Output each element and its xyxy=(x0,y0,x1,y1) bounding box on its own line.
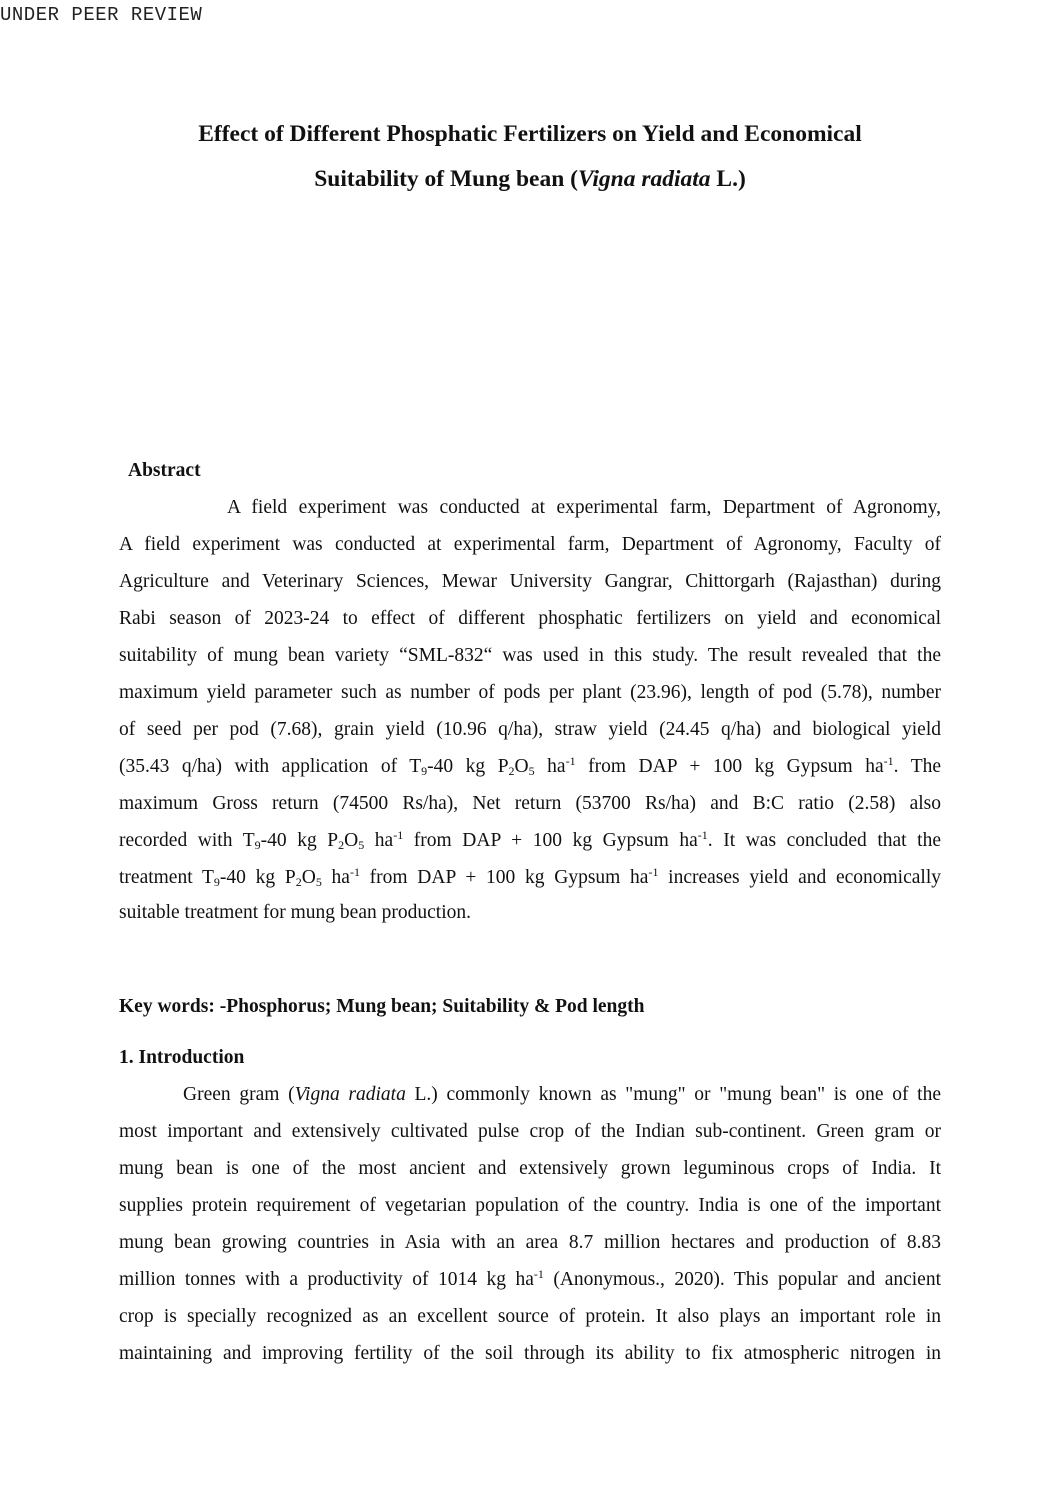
abstract-line: maximum yield parameter such as number of pods per plant (23.96), length of pod (5.78), number xyxy=(119,682,941,703)
abstract-line: recorded with $T_9-40$ kg $P_2O_5$ $ha^{-1}$ from DAP + 100 kg Gypsum $ha^{-1}$. It was concluded that the xyxy=(119,828,942,852)
title-line-2 xyxy=(120,166,940,193)
abstract-line: of seed per pod (7.68), grain yield (10.96 q/ha), straw yield (24.45 q/ha) and biological yield xyxy=(119,719,941,740)
abstract-line: suitable treatment for mung bean production. xyxy=(119,902,471,923)
intro-line: mung bean growing countries in Asia with an area 8.7 million hectares and production of 8.83 xyxy=(119,1232,941,1253)
intro-line: mung bean is one of the most ancient and extensively grown leguminous crops of India. It xyxy=(119,1158,941,1179)
title-text: Suitability of Mung bean ( xyxy=(314,166,578,192)
introduction-heading: 1. Introduction xyxy=(119,1047,245,1068)
abstract-line: (35.43 q/ha) with application of $T_9-40$ kg $P_2O_5$ $ha^{-1}$ from DAP + 100 kg Gypsum $ha^{-1}$. The xyxy=(119,754,942,778)
abstract-line: A field experiment was conducted at experimental farm, Department of Agronomy, Faculty of xyxy=(119,534,941,555)
intro-line: million tonnes with a productivity of 1014 kg $ha^{-1}$ (Anonymous., 2020). This popular and ancient xyxy=(119,1267,942,1290)
intro-line: supplies protein requirement of vegetarian population of the country. India is one of the important xyxy=(119,1195,941,1216)
watermark: UNDER PEER REVIEW xyxy=(0,4,203,26)
intro-line: most important and extensively cultivated pulse crop of the Indian sub-continent. Green gram or xyxy=(119,1121,941,1142)
species-italic: Vigna radiata xyxy=(294,1084,406,1105)
title-species-italic: Vigna radiata xyxy=(577,166,711,192)
abstract-line: Agriculture and Veterinary Sciences, Mewar University Gangrar, Chittorgarh (Rajasthan) during xyxy=(119,571,941,592)
abstract-line: treatment $T_9-40$ kg $P_2O_5$ $ha^{-1}$ from DAP + 100 kg Gypsum $ha^{-1}$ increases yield and economically xyxy=(119,865,941,889)
intro-line: crop is specially recognized as an excellent source of protein. It also plays an important role in xyxy=(119,1306,941,1327)
keywords: Key words: -Phosphorus; Mung bean; Suitability & Pod length xyxy=(119,996,645,1017)
title-text: L.) xyxy=(710,166,746,192)
abstract-line: Rabi season of 2023-24 to effect of different phosphatic fertilizers on yield and economical xyxy=(119,608,941,629)
title-line-1: Effect of Different Phosphatic Fertilizers on Yield and Economical xyxy=(198,121,862,147)
intro-line: Green gram (Vigna radiata L.) commonly known as "mung" or "mung bean" is one of the xyxy=(183,1084,941,1105)
intro-line: maintaining and improving fertility of the soil through its ability to fix atmospheric nitrogen in xyxy=(119,1343,941,1364)
abstract-line: A field experiment was conducted at experimental farm, Department of Agronomy, xyxy=(227,497,941,518)
abstract-line: maximum Gross return (74500 Rs/ha), Net return (53700 Rs/ha) and B:C ratio (2.58) also xyxy=(119,793,941,814)
abstract-heading: Abstract xyxy=(128,460,201,481)
abstract-line: suitability of mung bean variety “SML-832“ was used in this study. The result revealed that the xyxy=(119,645,941,666)
